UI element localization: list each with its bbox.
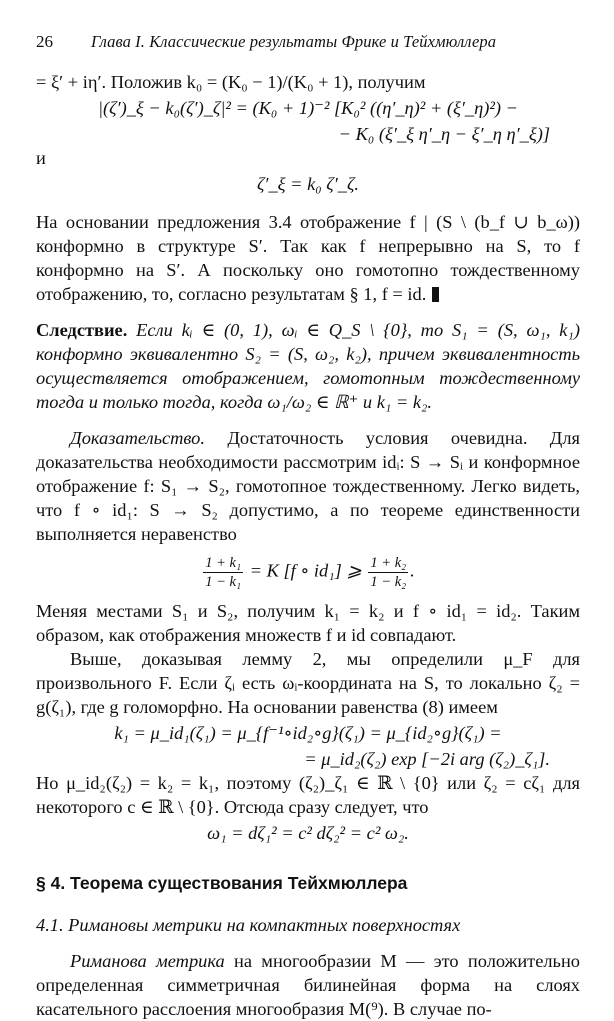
proof-paragraph xyxy=(36,426,580,546)
page-number: 26 xyxy=(36,32,53,51)
corollary-text: Если kᵢ ∈ (0, 1), ωᵢ ∈ Q_S \ {0}, то S₁ = (S, ω₁, k₁) конформно эквивалентно S₂ = (S, ω₂, k₂), причем эквивалентность осуществляется отображением, гомотопным тождественному тогда и только тогда, когда ω₁/ω₂ ∈ ℝ⁺ и k₁ = k₂. xyxy=(36,320,580,412)
proof-label: Доказательство. xyxy=(70,428,205,448)
equation-2: ζ′_ξ = k₀ ζ′_ζ. xyxy=(256,174,359,194)
equation-4: ω₁ = dζ₁² = c² dζ₂² = c² ω₂. xyxy=(207,823,409,843)
running-header xyxy=(36,30,580,54)
paragraph-last-text: на многообразии M — это положительно определенная симметричная билинейная форма на слоях касательного расслоения многообразия M(⁹). В случае по- xyxy=(36,951,580,1019)
equation-3-line-2: = μ_id₂(ζ₂) exp [−2i arg (ζ₂)_ζ₁]. xyxy=(304,749,550,769)
intro-line: = ξ′ + iη′. Положив k₀ = (K₀ − 1)/(K₀ + 1), получим xyxy=(36,72,426,92)
inequality-middle: = K [f ∘ id₁] ⩾ xyxy=(244,560,367,581)
subsection-heading: 4.1. Римановы метрики на компактных поверхностях xyxy=(36,915,461,935)
paragraph-4: Но μ_id₂(ζ₂) = k₂ = k₁, поэтому (ζ₂)_ζ₁ ∈ ℝ \ {0} или ζ₂ = cζ₁ для некоторого c ∈ ℝ \ {0}. Отсюда сразу следует, что xyxy=(36,773,580,817)
book-page xyxy=(36,30,580,1021)
paragraph-3: Выше, доказывая лемму 2, мы определили μ_F для произвольного F. Если ζᵢ есть ωᵢ-координата на S, то локально ζ₂ = g(ζ₁), где g голоморфно. На основании равенства (8) имеем xyxy=(36,649,580,717)
qed-mark xyxy=(432,287,439,302)
fraction-right: $\frac{\text{1 + k₂}}{\text{1 − k₂}}$ xyxy=(370,555,407,590)
corollary xyxy=(36,318,580,414)
conjunction: и xyxy=(36,148,46,168)
running-title: Глава I. Классические результаты Фрике и Тейхмюллера xyxy=(91,32,497,51)
section-heading: § 4. Теорема существования Тейхмюллера xyxy=(36,873,408,893)
proof-text: Достаточность условия очевидна. Для доказательства необходимости рассмотрим idᵢ: S → Sᵢ и конформное отображение f: S₁ → S₂, гомотопное тождественному. Легко видеть, что f ∘ id₁: S → S₂ допустимо, а по теореме единственности выполняется неравенство xyxy=(36,428,580,544)
fraction-left: $\frac{\text{1 + k₁}}{\text{1 − k₁}}$ xyxy=(205,555,241,590)
paragraph-1 xyxy=(36,210,580,306)
corollary-label: Следствие. xyxy=(36,320,128,340)
equation-1-line-2: − K₀ (ξ′_ξ η′_η − ξ′_η η′_ξ)] xyxy=(338,124,550,144)
inequality: $\frac{\text{1 + k₁}}{\text{1 − k₁}}$ = K [f ∘ id₁] ⩾ $\frac{\text{1 + k₂}}{\text{1 − k₂}}$ . xyxy=(205,555,415,590)
defined-term: Риманова метрика xyxy=(70,951,225,971)
paragraph-1-text: На основании предложения 3.4 отображение f | (S \ (b_f ∪ b_ω)) конформно в структуре S′. Так как f непрерывно на S, то f конформно на S′. А поскольку оно гомотопно тождественному отображению, то, согласно результатам § 1, f = id. xyxy=(36,212,580,304)
equation-1-line-1: |(ζ′)_ξ − k₀(ζ′)_ζ|² = (K₀ + 1)⁻² [K₀² ((η′_η)² + (ξ′_η)²) − xyxy=(97,98,519,118)
equation-3-line-1: k₁ = μ_id₁(ζ₁) = μ_{f⁻¹∘id₂∘g}(ζ₁) = μ_{id₂∘g}(ζ₁) = xyxy=(114,723,502,743)
paragraph-last xyxy=(36,949,580,1021)
paragraph-2: Меняя местами S₁ и S₂, получим k₁ = k₂ и f ∘ id₁ = id₂. Таким образом, как отображения множеств f и id совпадают. xyxy=(36,601,580,645)
